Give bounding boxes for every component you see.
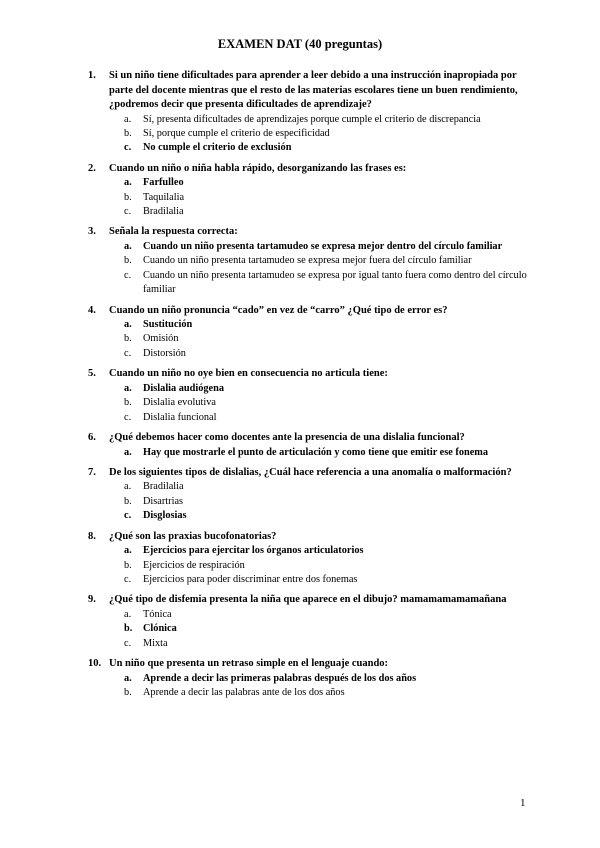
question-number: 2. (88, 162, 96, 174)
option-letter: c. (124, 206, 132, 218)
question-header (88, 162, 528, 177)
option-letter: a. (124, 481, 132, 493)
option-letter: b. (124, 127, 132, 139)
option-text: Ejercicios de respiración (143, 559, 245, 571)
question-list (88, 69, 528, 706)
option-letter: c. (124, 637, 132, 649)
answer-option-correct (88, 141, 528, 155)
option-letter: b. (124, 623, 133, 635)
answer-option (88, 608, 528, 622)
question (88, 593, 528, 651)
question-text: Señala la respuesta correcta: (109, 226, 238, 238)
option-letter: c. (124, 347, 132, 359)
option-letter: c. (124, 142, 132, 154)
option-letter: c. (124, 411, 132, 423)
option-text: Hay que mostrarle el punto de articulación y como tiene que emitir ese fonema (143, 446, 488, 458)
answer-option (88, 495, 528, 509)
question-number: 3. (88, 226, 96, 238)
question-text: ¿Qué debemos hacer como docentes ante la presencia de una dislalia funcional? (109, 432, 465, 443)
question-number: 8. (88, 530, 96, 542)
option-letter: a. (124, 608, 132, 620)
option-text: Cuando un niño presenta tartamudeo se expresa por igual tanto fuera como dentro del círculo familiar (143, 269, 527, 296)
question-text: Si un niño tiene dificultades para aprender a leer debido a una instrucción inapropiada por parte del docente mientras que el resto de las materias escolares tiene un buen rendimiento, ¿podremos decir que presenta dificultades de aprendizaje? (109, 70, 518, 110)
question (88, 657, 528, 700)
question (88, 225, 528, 297)
option-text: Omisión (143, 333, 179, 345)
question-text: De los siguientes tipos de dislalias, ¿Cuál hace referencia a una anomalía o malformación? (109, 466, 512, 478)
option-text: Tónica (143, 608, 172, 620)
answer-option (88, 205, 528, 219)
question-text: ¿Qué tipo de disfemia presenta la niña que aparece en el dibujo? mamamamamamañana (109, 594, 507, 606)
answer-option-correct (88, 672, 528, 686)
answer-option (88, 127, 528, 141)
answer-option (88, 559, 528, 573)
answer-option-correct (88, 544, 528, 558)
option-text: Farfulleo (143, 177, 184, 189)
option-letter: a. (124, 319, 132, 331)
question (88, 162, 528, 220)
question-header (88, 466, 528, 481)
option-text: Aprende a decir las primeras palabras después de los dos años (143, 672, 417, 684)
answer-option (88, 686, 528, 700)
question-number: 4. (88, 304, 96, 316)
question-number: 1. (88, 70, 96, 81)
option-letter: b. (124, 255, 132, 267)
option-letter: a. (124, 545, 132, 557)
option-text: Dislalia evolutiva (143, 397, 216, 409)
question-header (88, 304, 528, 319)
question-number: 6. (88, 432, 96, 443)
page-number: 1 (520, 797, 526, 809)
option-text: Cuando un niño presenta tartamudeo se expresa mejor fuera del círculo familiar (143, 255, 472, 267)
option-letter: b. (124, 191, 132, 203)
question-number: 10. (88, 658, 102, 670)
answer-option-correct (88, 382, 528, 396)
question-number: 5. (88, 368, 96, 380)
answer-option (88, 637, 528, 651)
answer-option (88, 411, 528, 425)
question (88, 530, 528, 588)
option-letter: b. (124, 333, 132, 345)
question (88, 304, 528, 362)
question-text: Un niño que presenta un retraso simple en el lenguaje cuando: (109, 658, 389, 670)
question-header (88, 69, 528, 113)
option-text: Sí, porque cumple el criterio de especificidad (143, 127, 330, 139)
option-letter: b. (124, 397, 132, 409)
answer-option (88, 332, 528, 346)
option-text: Cuando un niño presenta tartamudeo se expresa mejor dentro del círculo familiar (143, 240, 503, 252)
question-header (88, 225, 528, 240)
option-letter: a. (124, 446, 132, 458)
option-text: Taquilalia (143, 191, 185, 203)
question (88, 367, 528, 425)
option-text: Bradilalia (143, 481, 184, 493)
answer-option (88, 113, 528, 127)
exam-title: EXAMEN DAT (40 preguntas) (217, 37, 383, 51)
answer-option-correct (88, 622, 528, 636)
option-letter: c. (124, 573, 132, 585)
option-text: Disglosias (143, 510, 187, 522)
question-header (88, 431, 528, 446)
option-text: Sí, presenta dificultades de aprendizajes porque cumple el criterio de discrepancia (143, 113, 481, 125)
answer-option-correct (88, 240, 528, 254)
answer-option-correct (88, 446, 528, 460)
option-text: Mixta (143, 637, 168, 649)
option-letter: a. (124, 672, 132, 684)
question (88, 69, 528, 156)
option-letter: b. (124, 686, 132, 698)
question-header (88, 657, 528, 672)
option-letter: a. (124, 177, 132, 189)
question-number: 9. (88, 594, 96, 606)
option-letter: a. (124, 113, 132, 125)
option-text: No cumple el criterio de exclusión (143, 142, 292, 154)
question (88, 431, 528, 460)
option-text: Disartrias (143, 495, 184, 507)
answer-option (88, 347, 528, 361)
answer-option-correct (88, 318, 528, 332)
answer-option-correct (88, 509, 528, 523)
option-text: Aprende a decir las palabras ante de los dos años (143, 686, 345, 698)
option-text: Dislalia funcional (143, 411, 217, 423)
answer-option (88, 573, 528, 587)
answer-option (88, 269, 528, 298)
question-text: Cuando un niño pronuncia “cado” en vez de “carro” ¿Qué tipo de error es? (109, 304, 448, 316)
question-text: ¿Qué son las praxias bucofonatorias? (109, 530, 277, 542)
option-text: Sustitución (143, 319, 193, 331)
option-letter: b. (124, 559, 132, 571)
option-letter: b. (124, 495, 132, 507)
question-text: Cuando un niño no oye bien en consecuencia no articula tiene: (109, 368, 388, 380)
option-text: Dislalia audiógena (143, 382, 224, 394)
option-letter: c. (124, 510, 132, 522)
option-letter: c. (124, 269, 132, 281)
question-header (88, 367, 528, 382)
option-text: Ejercicios para ejercitar los órganos articulatorios (143, 545, 364, 557)
option-text: Distorsión (143, 347, 186, 359)
question (88, 466, 528, 524)
question-header (88, 530, 528, 545)
answer-option (88, 191, 528, 205)
option-letter: a. (124, 240, 132, 252)
question-text: Cuando un niño o niña habla rápido, desorganizando las frases es: (109, 162, 407, 174)
question-number: 7. (88, 466, 96, 478)
option-text: Bradilalia (143, 206, 184, 218)
answer-option (88, 396, 528, 410)
answer-option-correct (88, 176, 528, 190)
question-header (88, 593, 528, 608)
answer-option (88, 480, 528, 494)
option-text: Ejercicios para poder discriminar entre dos fonemas (143, 573, 358, 585)
option-letter: a. (124, 382, 132, 394)
answer-option (88, 254, 528, 268)
option-text: Clónica (143, 623, 177, 635)
